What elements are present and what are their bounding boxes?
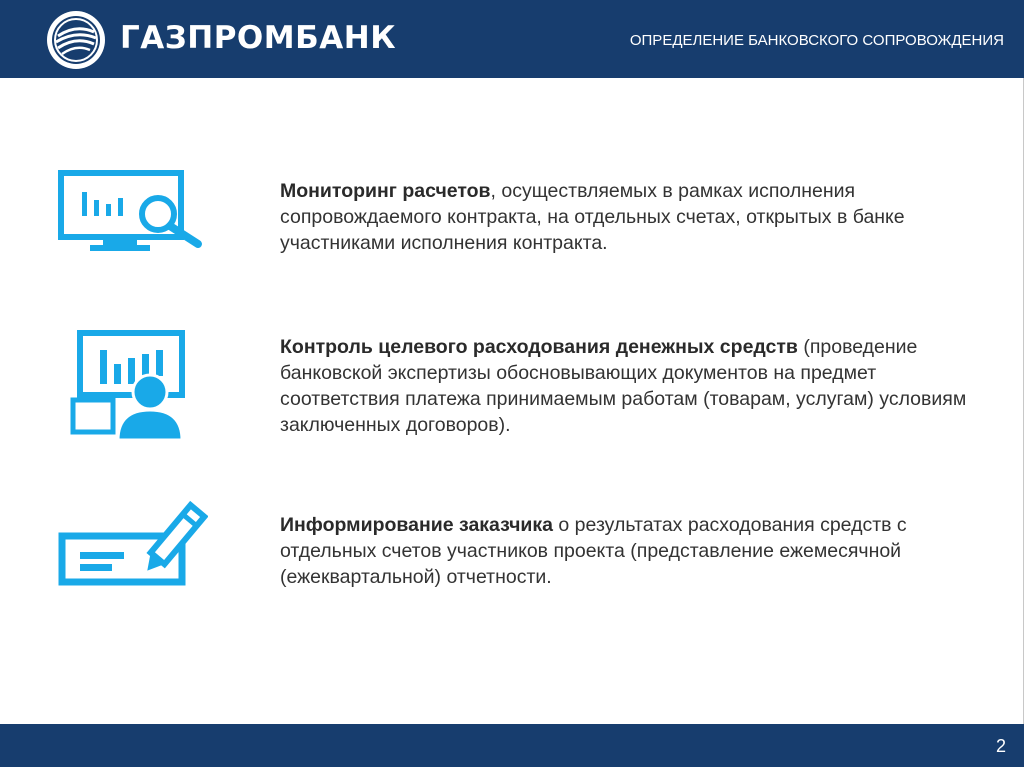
item-monitoring <box>280 178 980 256</box>
monitor-search-icon <box>58 170 208 252</box>
item-control-title: Контроль целевого расходования денежных средств <box>280 336 798 358</box>
item-control-text: (проведение банковской экспертизы обосновывающих документов на предмет соответствия платежа принимаемым работам (товарам, услугам) условиям заключенных договоров). <box>280 336 967 436</box>
gazprombank-logo-icon <box>46 10 106 70</box>
item-monitoring-title: Мониторинг расчетов <box>280 180 491 202</box>
slide-title: ОПРЕДЕЛЕНИЕ БАНКОВСКОГО СОПРОВОЖДЕНИЯ <box>629 32 1004 49</box>
page-number: 2 <box>995 736 1006 756</box>
header-bar <box>0 0 1024 78</box>
brand-name: ГАЗПРОМБАНК <box>120 20 397 56</box>
item-informing-text: о результатах расходования средств с отдельных счетов участников проекта (представление ежемесячной (ежеквартальной) отчетности. <box>280 514 907 588</box>
monitor-user-icon <box>70 330 190 442</box>
item-informing <box>280 512 980 590</box>
document-pen-icon <box>58 500 208 590</box>
item-control <box>280 334 980 438</box>
item-monitoring-text: , осуществляемых в рамках исполнения сопровождаемого контракта, на отдельных счетах, открытых в банке участниками исполнения контракта. <box>280 180 905 254</box>
footer-bar <box>0 724 1024 767</box>
item-informing-title: Информирование заказчика <box>280 514 553 536</box>
